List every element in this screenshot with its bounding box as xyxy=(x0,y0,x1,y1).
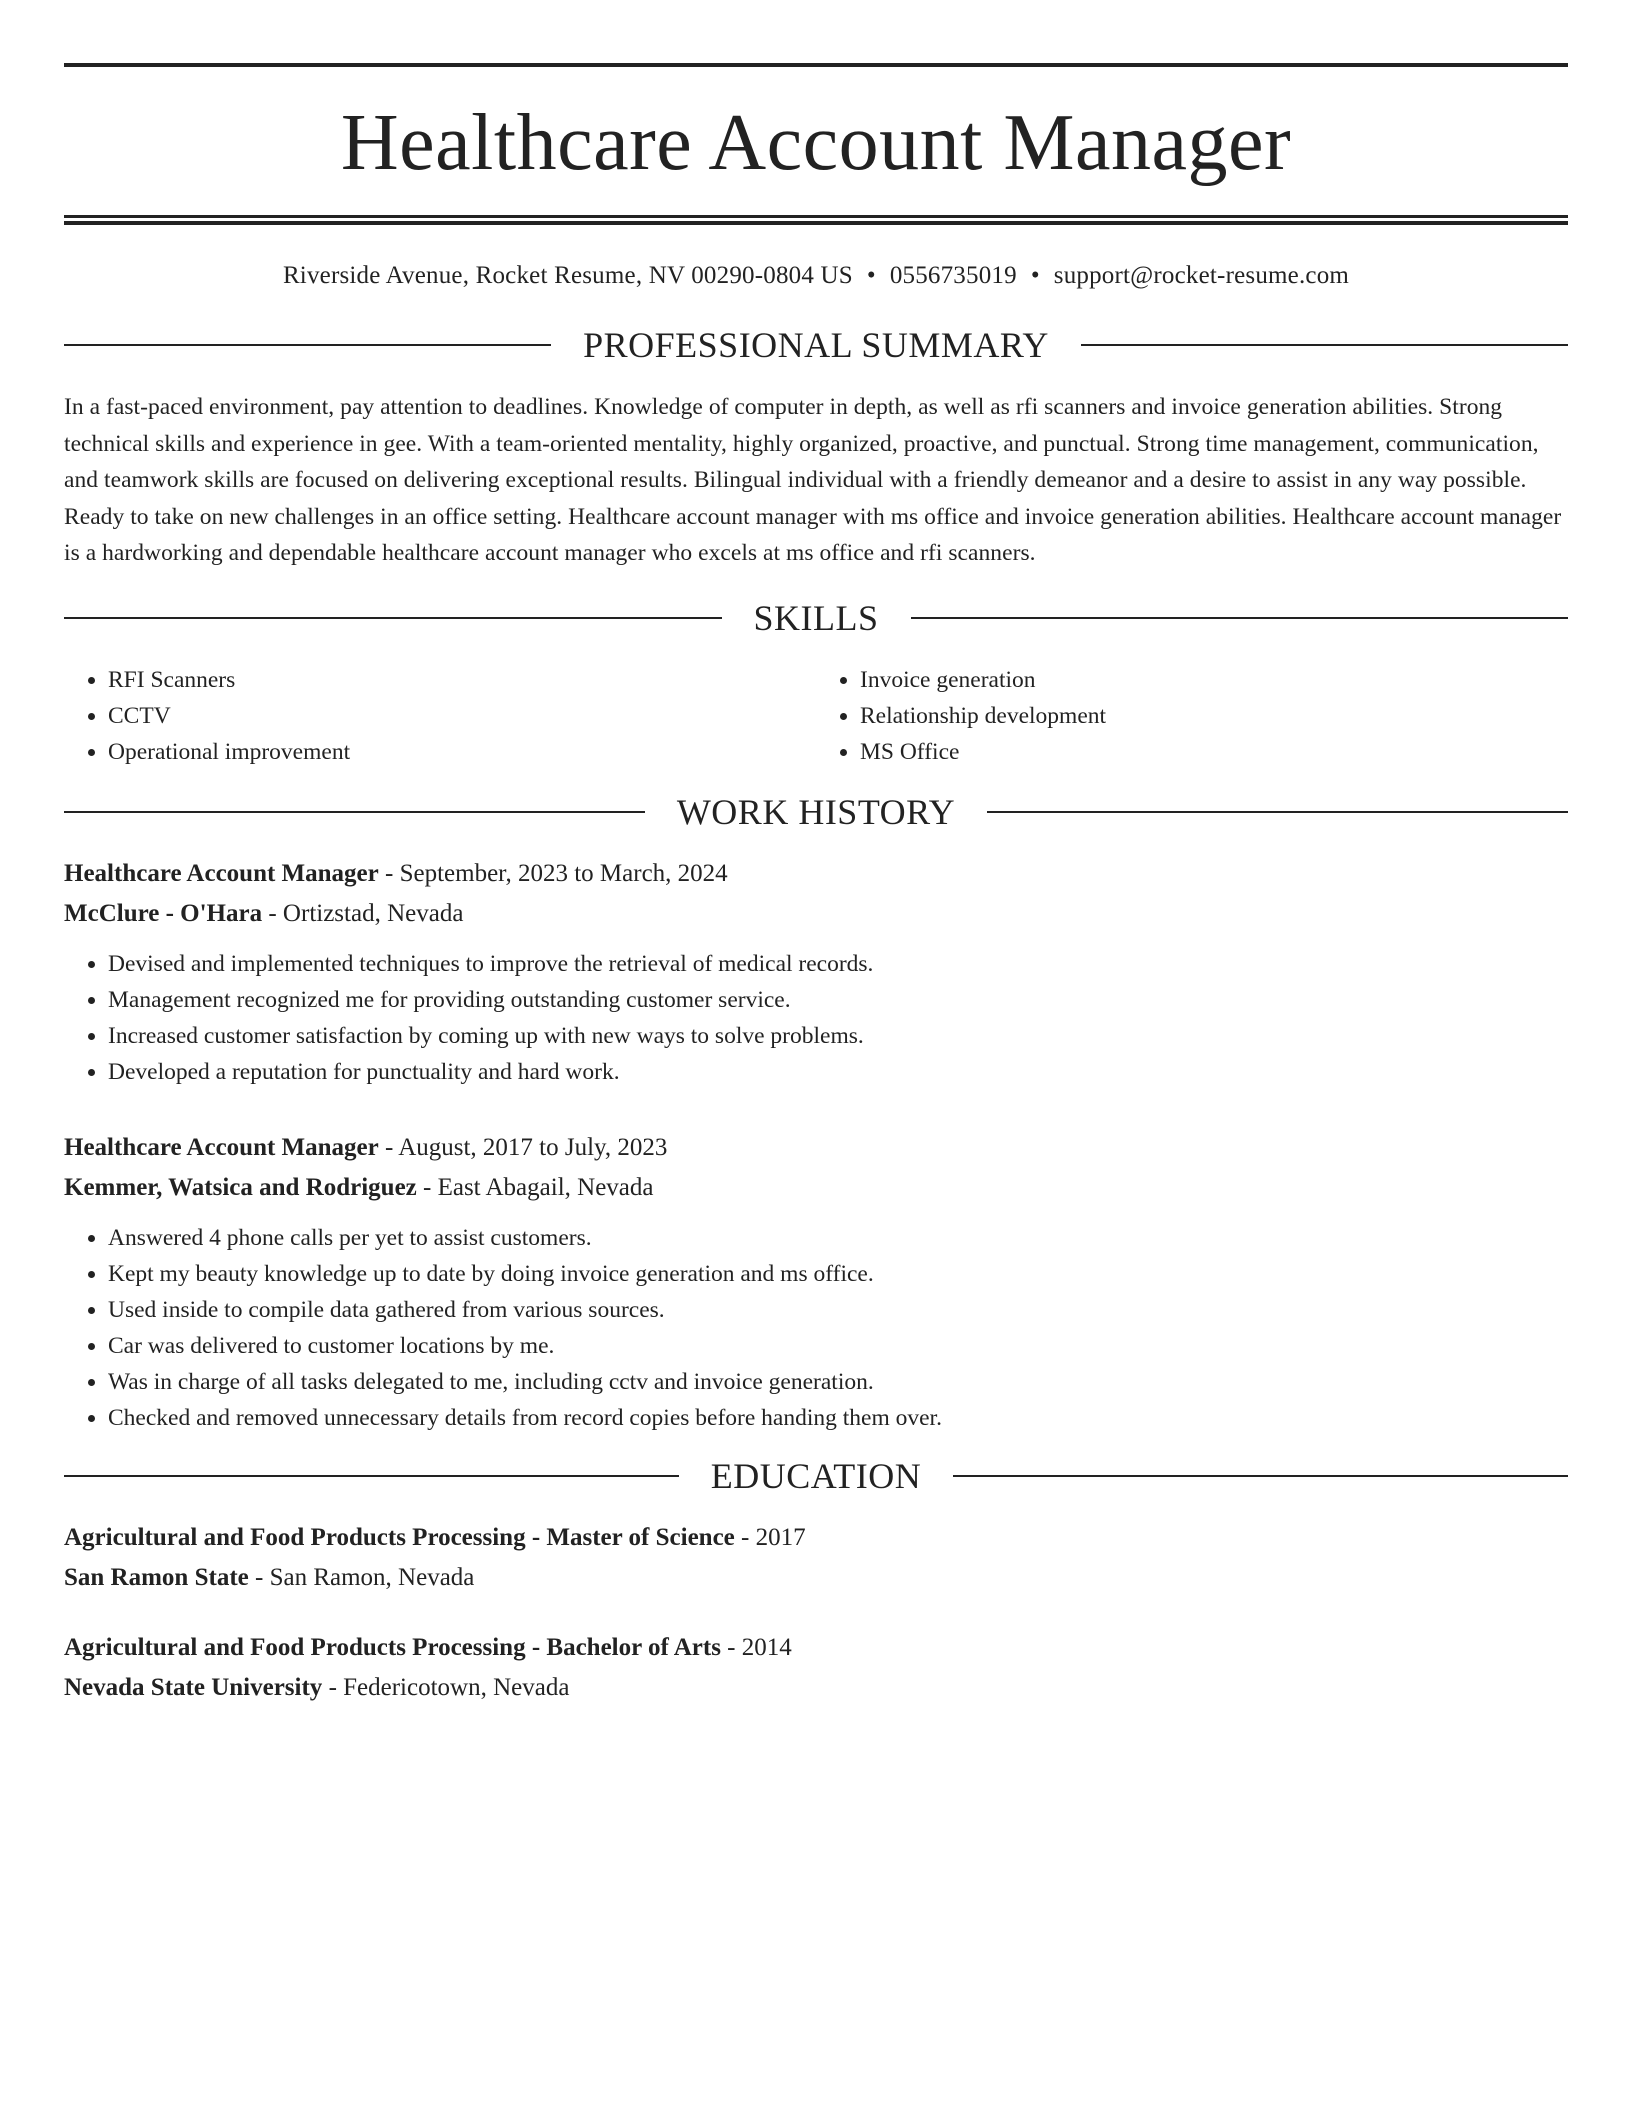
skill-item: • Relationship development xyxy=(860,698,1568,734)
skills-column-left xyxy=(64,662,816,770)
job-bullet: • Was in charge of all tasks delegated to me, including cctv and invoice generation. xyxy=(108,1364,1568,1400)
job-bullet: • Used inside to compile data gathered from various sources. xyxy=(108,1292,1568,1328)
job-bullet: • Kept my beauty knowledge up to date by doing invoice generation and ms office. xyxy=(108,1256,1568,1292)
job-location: - East Abagail, Nevada xyxy=(416,1173,654,1201)
skills-list xyxy=(64,662,1568,770)
job-bullets xyxy=(64,946,1568,1090)
skill-item: • Invoice generation xyxy=(860,662,1568,698)
job-bullet: • Car was delivered to customer locations by me. xyxy=(108,1328,1568,1364)
contact-separator: • xyxy=(1030,262,1040,289)
skills-column-right xyxy=(816,662,1568,770)
education-location: - Federicotown, Nevada xyxy=(322,1673,570,1701)
job-location: - Ortizstad, Nevada xyxy=(262,899,464,927)
section-title-education: EDUCATION xyxy=(710,1455,922,1496)
job-bullet: • Management recognized me for providing outstanding customer service. xyxy=(108,982,1568,1018)
section-heading-summary xyxy=(64,323,1568,367)
education-location: - San Ramon, Nevada xyxy=(248,1563,475,1591)
skill-item: • Operational improvement xyxy=(108,734,816,770)
education-year: - 2017 xyxy=(734,1523,806,1551)
job-entry xyxy=(64,854,1568,1090)
job-company-line xyxy=(64,894,1568,934)
double-rule xyxy=(64,215,1568,225)
summary-text: In a fast-paced environment, pay attention to deadlines. Knowledge of computer in depth, as well as rfi scanners and invoice generation abilities. Strong technical skills and experience in gee. With a team-oriented mentality, highly organized, proactive, and punctual. Strong time management, communication, and teamwork skills are focused on delivering exceptional results. Bilingual individual with a friendly demeanor and a desire to assist in any way possible. Ready to take on new challenges in an office setting. Healthcare account manager with ms office and invoice generation abilities. Healthcare account manager is a hardworking and dependable healthcare account manager who excels at ms office and rfi scanners. xyxy=(64,394,1562,566)
contact-email: support@rocket-resume.com xyxy=(1053,262,1350,289)
contact-address: Riverside Avenue, Rocket Resume, NV 00290-0804 US xyxy=(282,262,853,289)
contact-phone: 0556735019 xyxy=(889,262,1017,289)
job-dates: - August, 2017 to July, 2023 xyxy=(378,1133,668,1161)
job-role: Healthcare Account Manager xyxy=(64,859,379,887)
education-school: San Ramon State xyxy=(64,1563,249,1591)
skill-item: • RFI Scanners xyxy=(108,662,816,698)
job-entry xyxy=(64,1128,1568,1436)
resume-name-title: Healthcare Account Manager xyxy=(340,99,1292,187)
heading-rule-left xyxy=(64,1475,679,1477)
skill-item: • MS Office xyxy=(860,734,1568,770)
heading-rule-left xyxy=(64,811,645,813)
contact-line xyxy=(64,259,1568,293)
job-company: Kemmer, Watsica and Rodriguez xyxy=(64,1173,417,1201)
top-rule xyxy=(64,63,1568,67)
section-title-skills: SKILLS xyxy=(753,597,879,638)
job-title-line xyxy=(64,1128,1568,1168)
heading-rule-right xyxy=(911,617,1569,619)
education-year: - 2014 xyxy=(720,1633,792,1661)
education-entry xyxy=(64,1518,1568,1598)
section-title-summary: PROFESSIONAL SUMMARY xyxy=(583,325,1049,365)
section-heading-education xyxy=(64,1454,1568,1498)
section-heading-skills xyxy=(64,596,1568,640)
education-school-line xyxy=(64,1668,1568,1708)
education-school: Nevada State University xyxy=(64,1673,323,1701)
job-bullet: • Increased customer satisfaction by coming up with new ways to solve problems. xyxy=(108,1018,1568,1054)
education-school-line xyxy=(64,1558,1568,1598)
job-bullet: • Checked and removed unnecessary details from record copies before handing them over. xyxy=(108,1400,1568,1436)
education-degree-line xyxy=(64,1628,1568,1668)
job-bullets xyxy=(64,1220,1568,1436)
heading-rule-right xyxy=(1081,344,1568,346)
education-degree-line xyxy=(64,1518,1568,1558)
section-heading-work-history xyxy=(64,790,1568,834)
heading-rule-left xyxy=(64,617,722,619)
education-entry xyxy=(64,1628,1568,1708)
job-bullet: • Devised and implemented techniques to improve the retrieval of medical records. xyxy=(108,946,1568,982)
job-role: Healthcare Account Manager xyxy=(64,1133,379,1161)
heading-rule-left xyxy=(64,344,551,346)
job-bullet: • Developed a reputation for punctuality and hard work. xyxy=(108,1054,1568,1090)
contact-separator: • xyxy=(866,262,876,289)
education-degree: Agricultural and Food Products Processing - Master of Science xyxy=(64,1523,735,1551)
job-title-line xyxy=(64,854,1568,894)
job-company: McClure - O'Hara xyxy=(64,899,263,927)
job-company-line xyxy=(64,1168,1568,1208)
job-bullet: • Answered 4 phone calls per yet to assist customers. xyxy=(108,1220,1568,1256)
skill-item: • CCTV xyxy=(108,698,816,734)
education-degree: Agricultural and Food Products Processing - Bachelor of Arts xyxy=(64,1633,721,1661)
heading-rule-right xyxy=(953,1475,1568,1477)
heading-rule-right xyxy=(987,811,1568,813)
section-title-work-history: WORK HISTORY xyxy=(676,791,956,832)
job-dates: - September, 2023 to March, 2024 xyxy=(378,859,728,887)
